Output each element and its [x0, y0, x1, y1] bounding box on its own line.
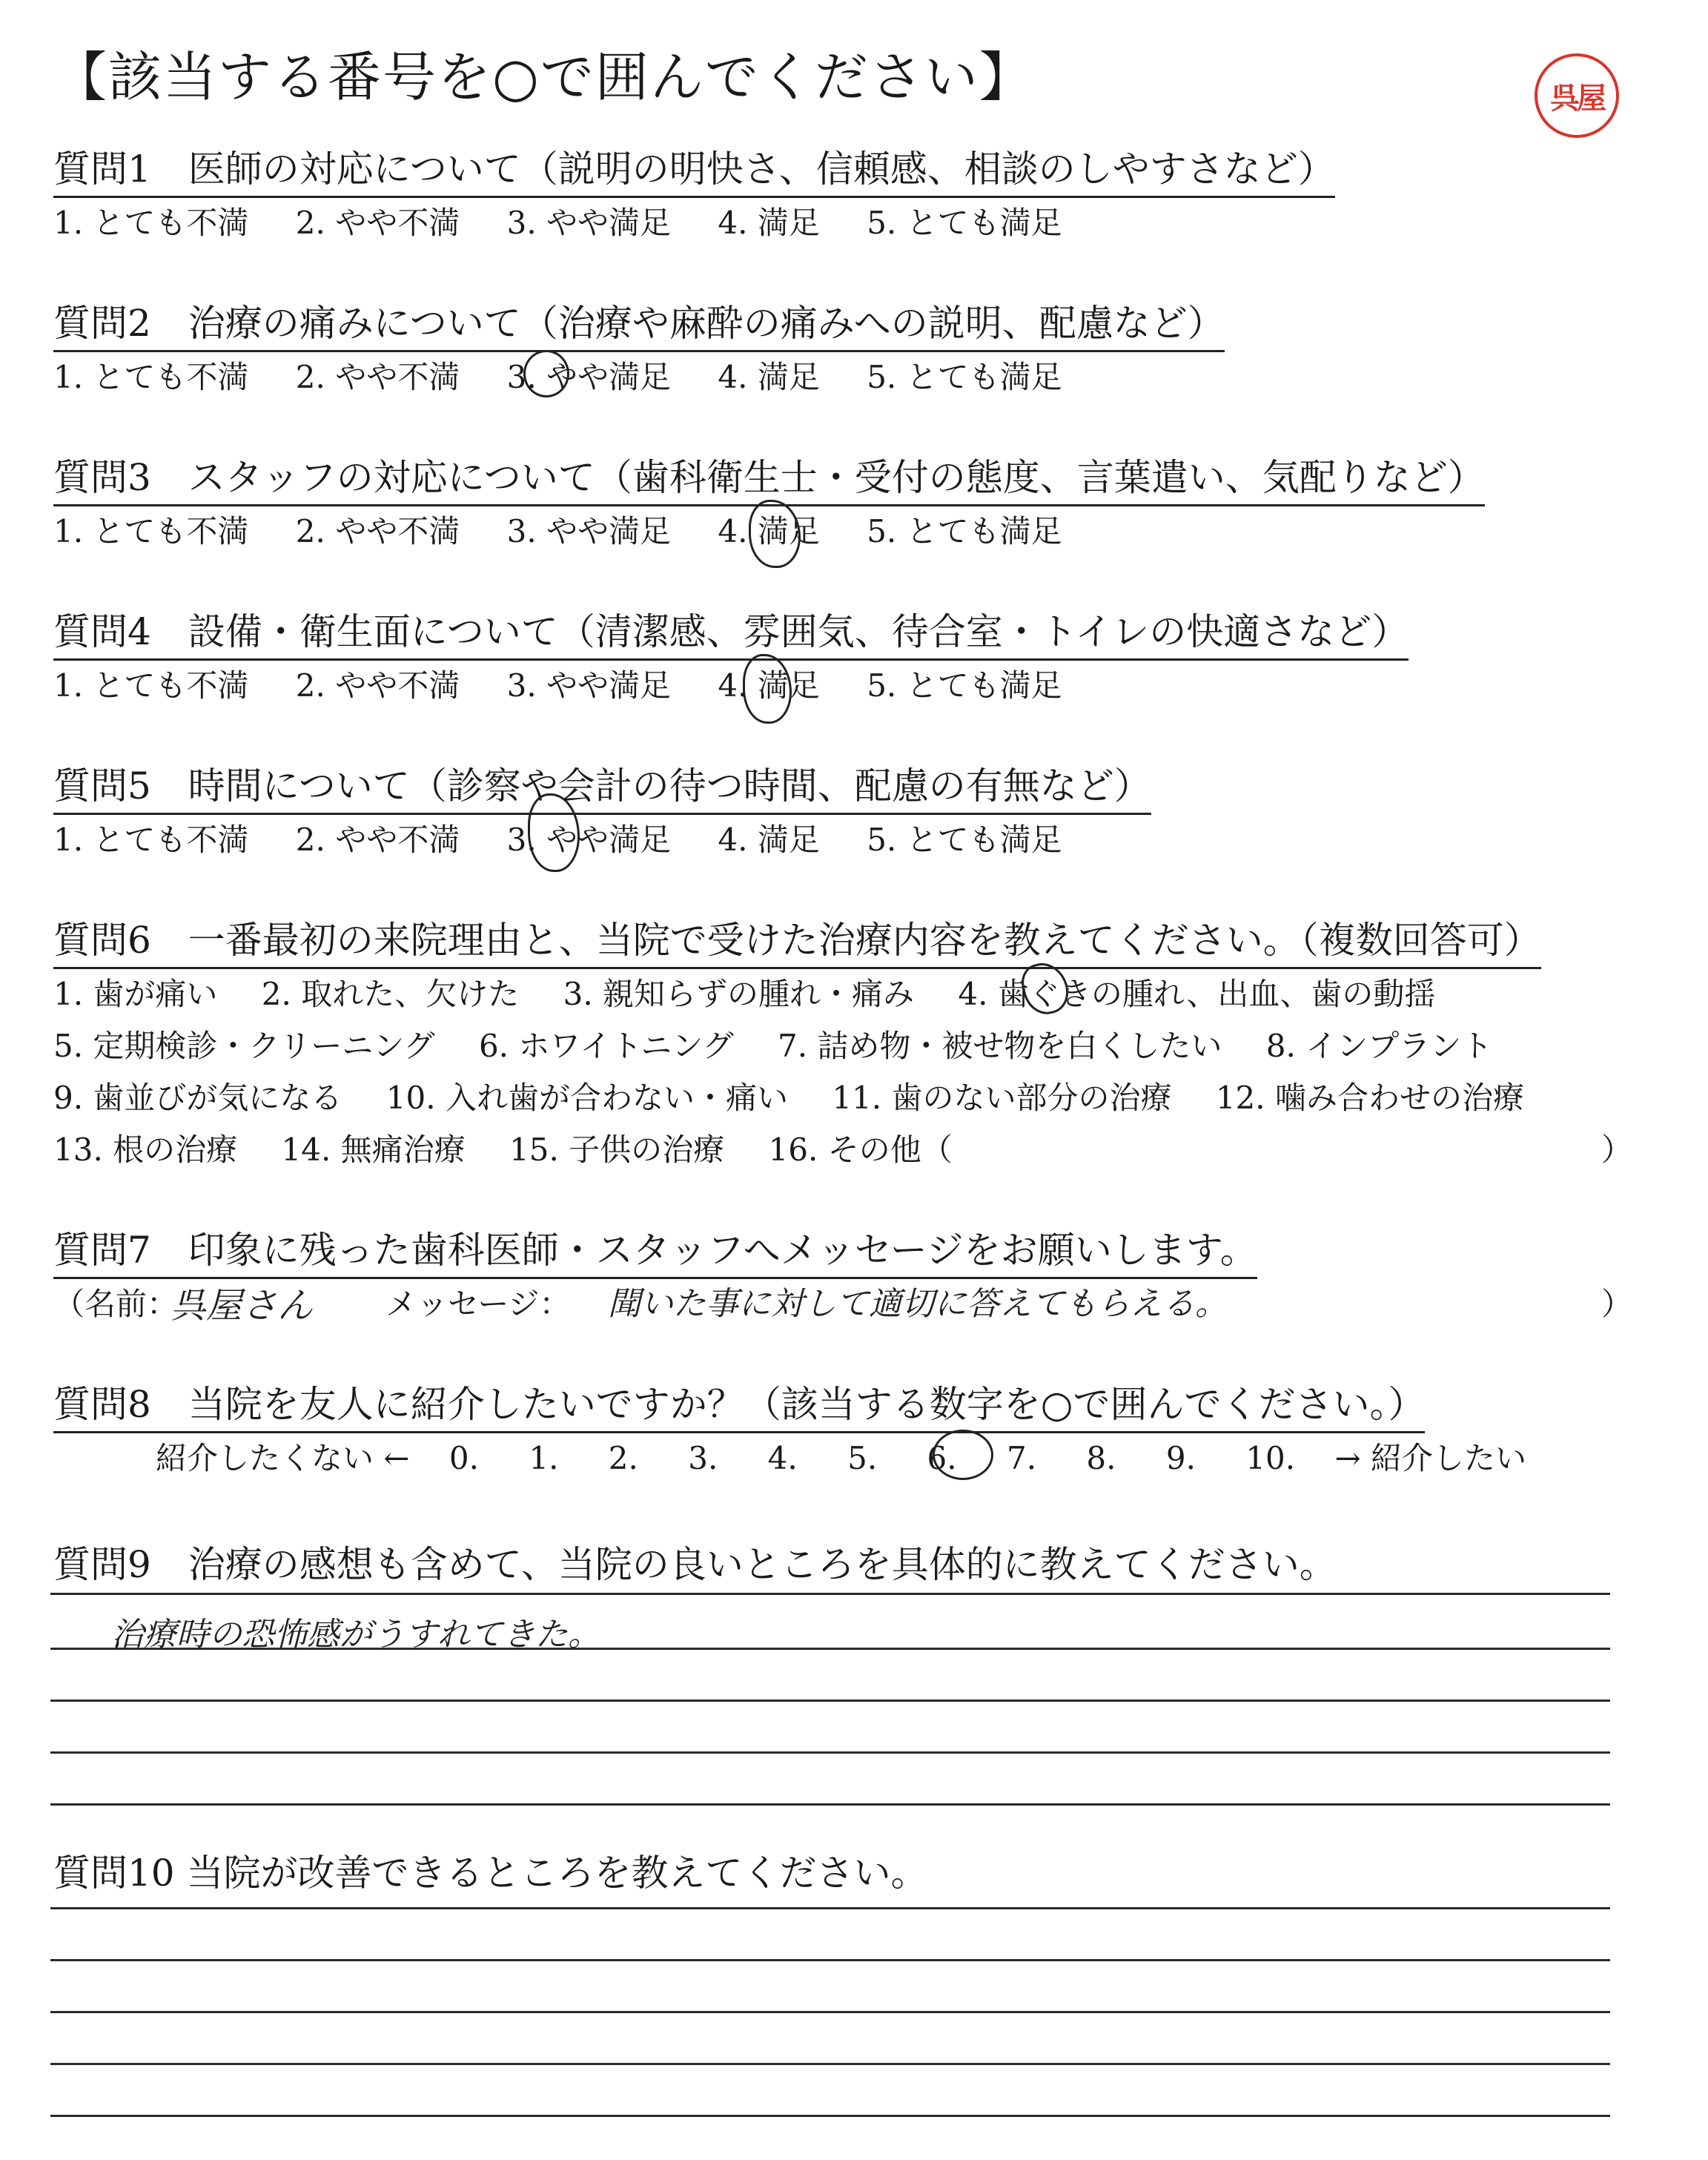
- q10-answer-line-1: [50, 1907, 1610, 1909]
- q2-option-1[interactable]: 1. とても不満: [53, 359, 249, 395]
- q6-option-10[interactable]: 10. 入れ歯が合わない・痛い: [385, 1080, 788, 1116]
- q7-name-value[interactable]: 呉屋さん: [171, 1285, 314, 1327]
- q8-scale-7[interactable]: 7.: [1006, 1440, 1037, 1476]
- q9-answer-line-5: [50, 1803, 1610, 1806]
- q6-option-8[interactable]: 8. インプラント: [1265, 1028, 1493, 1064]
- q4-option-2[interactable]: 2. やや不満: [295, 667, 460, 704]
- q1-options: [53, 199, 1062, 243]
- q7-message-value[interactable]: 聞いた事に対して適切に答えてもらえる。: [608, 1285, 1228, 1323]
- q3-title: 質問3 スタッフの対応について（歯科衛生士・受付の態度、言葉遣い、気配りなど）: [53, 448, 1485, 506]
- q8-scale-3[interactable]: 3.: [688, 1440, 718, 1476]
- q5-option-1[interactable]: 1. とても不満: [53, 822, 249, 858]
- q9-answer-line-2: [50, 1648, 1610, 1650]
- q6-option-3[interactable]: 3. 親知らずの腫れ・痛み: [563, 976, 915, 1012]
- q6-option-14[interactable]: 14. 無痛治療: [281, 1132, 466, 1168]
- q1-option-5[interactable]: 5. とても満足: [867, 205, 1062, 241]
- q4-options: [53, 661, 1062, 706]
- q8-scale-1[interactable]: 1.: [529, 1440, 559, 1476]
- q6-row-1: [53, 970, 1435, 1014]
- q6-row-4: [53, 1126, 953, 1170]
- q6-option-11[interactable]: 11. 歯のない部分の治療: [832, 1080, 1172, 1116]
- q6-row-3: [53, 1074, 1524, 1118]
- q8-left-label: 紹介したくない ←: [156, 1440, 410, 1476]
- q3-options: [53, 507, 1062, 552]
- q3-option-1[interactable]: 1. とても不満: [53, 513, 249, 549]
- q8-scale-8[interactable]: 8.: [1086, 1440, 1116, 1476]
- q4-option-1[interactable]: 1. とても不満: [53, 667, 249, 704]
- q2-option-5[interactable]: 5. とても満足: [867, 359, 1062, 395]
- q9-answer-line-1: [50, 1593, 1610, 1595]
- q8-scale-10[interactable]: 10.: [1245, 1440, 1296, 1476]
- q8-scale-6[interactable]: 6.: [927, 1440, 957, 1476]
- q5-option-2[interactable]: 2. やや不満: [295, 822, 460, 858]
- q3-option-2[interactable]: 2. やや不満: [295, 513, 460, 549]
- q6-option-2[interactable]: 2. 取れた、欠けた: [261, 976, 520, 1012]
- q6-option-1[interactable]: 1. 歯が痛い: [53, 976, 218, 1012]
- q5-title: 質問5 時間について（診察や会計の待つ時間、配慮の有無など）: [53, 756, 1151, 815]
- form-header: 【該当する番号を○で囲んでください】: [53, 46, 1034, 108]
- q4-option-4[interactable]: 4. 満足: [718, 667, 820, 704]
- q10-answer-line-2: [50, 1959, 1610, 1961]
- q8-scale-4[interactable]: 4.: [767, 1440, 798, 1476]
- q2-title: 質問2 治療の痛みについて（治療や麻酔の痛みへの説明、配慮など）: [53, 294, 1225, 352]
- q8-right-label: → 紹介したい: [1334, 1440, 1526, 1476]
- q9-title: 質問9 治療の感想も含めて、当院の良いところを具体的に教えてください。: [53, 1543, 1337, 1586]
- q1-title: 質問1 医師の対応について（説明の明快さ、信頼感、相談のしやすさなど）: [53, 139, 1335, 198]
- q7-message-label: メッセージ：: [385, 1286, 571, 1322]
- q3-option-4[interactable]: 4. 満足: [718, 513, 820, 549]
- q4-title: 質問4 設備・衛生面について（清潔感、雰囲気、待合室・トイレの快適さなど）: [53, 602, 1409, 661]
- q7-name-label: （名前：: [53, 1286, 179, 1322]
- q9-answer[interactable]: 治療時の恐怖感がうすれてきた。: [111, 1616, 600, 1654]
- q6-option-9[interactable]: 9. 歯並びが気になる: [53, 1080, 342, 1116]
- q3-option-5[interactable]: 5. とても満足: [867, 513, 1062, 549]
- q4-option-5[interactable]: 5. とても満足: [867, 667, 1062, 704]
- q2-option-4[interactable]: 4. 満足: [718, 359, 820, 395]
- name-seal-stamp: 呉屋: [1535, 53, 1619, 138]
- q6-title: 質問6 一番最初の来院理由と、当院で受けた治療内容を教えてください。（複数回答可）: [53, 911, 1541, 969]
- q9-answer-line-4: [50, 1751, 1610, 1754]
- q1-option-3[interactable]: 3. やや満足: [506, 205, 672, 241]
- q6-option-6[interactable]: 6. ホワイトニング: [478, 1028, 734, 1064]
- q8-scale-9[interactable]: 9.: [1165, 1440, 1196, 1476]
- q2-option-2[interactable]: 2. やや不満: [295, 359, 460, 395]
- q6-row-2: [53, 1022, 1492, 1066]
- q8-scale: [156, 1434, 1526, 1479]
- q6-option-16[interactable]: 16. その他（: [768, 1132, 953, 1168]
- q9-answer-line-3: [50, 1700, 1610, 1702]
- q5-option-3[interactable]: 3. やや満足: [506, 822, 672, 858]
- q6-option-5[interactable]: 5. 定期検診・クリーニング: [53, 1028, 435, 1064]
- q1-option-1[interactable]: 1. とても不満: [53, 205, 249, 241]
- q8-scale-5[interactable]: 5.: [847, 1440, 878, 1476]
- q7-close-paren: ）: [1601, 1286, 1633, 1322]
- q8-scale-0[interactable]: 0.: [448, 1440, 479, 1476]
- q6-option-12[interactable]: 12. 噛み合わせの治療: [1215, 1080, 1524, 1116]
- q10-answer-line-4: [50, 2063, 1610, 2065]
- q10-title: 質問10 当院が改善できるところを教えてください。: [53, 1852, 928, 1895]
- q8-selected-circle: [933, 1430, 993, 1480]
- q6-option-15[interactable]: 15. 子供の治療: [509, 1132, 725, 1168]
- q6-option-4[interactable]: 4. 歯ぐきの腫れ、出血、歯の動揺: [958, 976, 1436, 1012]
- q6-option-13[interactable]: 13. 根の治療: [53, 1132, 238, 1168]
- q8-scale-2[interactable]: 2.: [608, 1440, 638, 1476]
- q10-answer-line-3: [50, 2011, 1610, 2013]
- q5-option-5[interactable]: 5. とても満足: [867, 822, 1062, 858]
- q6-other-close-paren: ）: [1601, 1132, 1633, 1168]
- q4-option-3[interactable]: 3. やや満足: [506, 667, 672, 704]
- q8-title: 質問8 当院を友人に紹介したいですか？（該当する数字を○で囲んでください。）: [53, 1375, 1425, 1433]
- q2-option-3[interactable]: 3. やや満足: [506, 359, 672, 395]
- q1-option-2[interactable]: 2. やや不満: [295, 205, 460, 241]
- q3-option-3[interactable]: 3. やや満足: [506, 513, 672, 549]
- q1-option-4[interactable]: 4. 満足: [718, 205, 820, 241]
- q5-option-4[interactable]: 4. 満足: [718, 822, 820, 858]
- q6-option-7[interactable]: 7. 詰め物・被せ物を白くしたい: [777, 1028, 1222, 1064]
- q7-title: 質問7 印象に残った歯科医師・スタッフへメッセージをお願いします。: [53, 1221, 1257, 1279]
- q2-selected-circle: [523, 350, 569, 397]
- q10-answer-line-5: [50, 2115, 1610, 2117]
